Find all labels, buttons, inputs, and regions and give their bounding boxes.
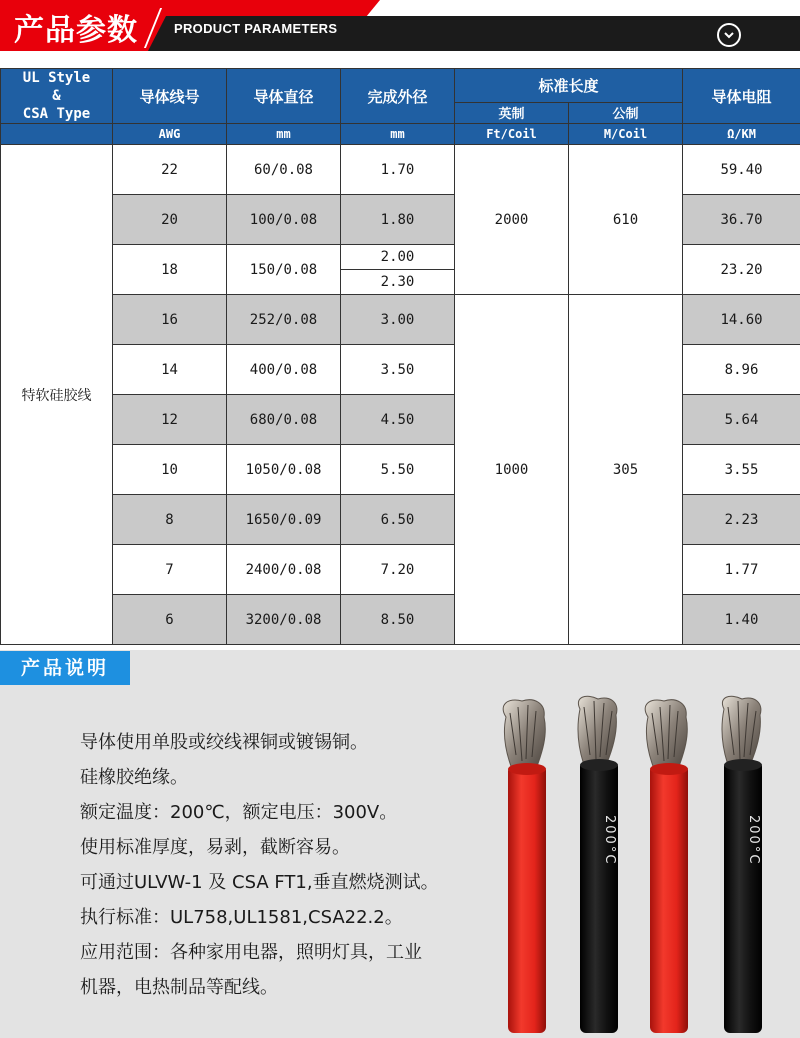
header-gauge: 导体线号 xyxy=(113,69,227,124)
cell-outer: 3.50 xyxy=(341,345,455,395)
description-line: 硅橡胶绝缘。 xyxy=(80,767,188,788)
cell-imperial-group1: 2000 xyxy=(455,145,569,295)
cell-diameter: 150/0.08 xyxy=(227,245,341,295)
header-ul-style xyxy=(1,69,113,124)
header-banner xyxy=(0,0,800,51)
header-outer: 完成外径 xyxy=(341,69,455,124)
description-text xyxy=(80,725,510,1005)
cell-awg: 12 xyxy=(113,395,227,445)
cell-diameter: 60/0.08 xyxy=(227,145,341,195)
header-ul-style-line2: & xyxy=(52,88,61,104)
cell-resistance: 59.40 xyxy=(683,145,800,195)
cell-resistance: 8.96 xyxy=(683,345,800,395)
cell-resistance: 14.60 xyxy=(683,295,800,345)
description-line: 使用标准厚度，易剥，截断容易。 xyxy=(80,837,350,858)
cell-awg: 18 xyxy=(113,245,227,295)
header-imperial: 英制 xyxy=(455,102,569,123)
black-cable xyxy=(722,696,762,1033)
cell-diameter: 1050/0.08 xyxy=(227,445,341,495)
unit-diameter: mm xyxy=(227,124,341,145)
chevron-down-circle-icon[interactable] xyxy=(717,23,741,47)
cell-resistance: 5.64 xyxy=(683,395,800,445)
cell-diameter: 100/0.08 xyxy=(227,195,341,245)
page-subtitle: PRODUCT PARAMETERS xyxy=(174,21,338,36)
cell-outer: 8.50 xyxy=(341,595,455,645)
cell-metric-group1: 610 xyxy=(569,145,683,295)
product-name-cell: 特软硅胶线 xyxy=(1,145,113,645)
header-resistance: 导体电阻 xyxy=(683,69,800,124)
red-cable xyxy=(645,700,688,1033)
header-ul-style-line1: UL Style xyxy=(22,70,91,86)
cables-illustration xyxy=(488,695,788,1033)
cell-resistance: 1.40 xyxy=(683,595,800,645)
table-row xyxy=(1,145,800,195)
cell-resistance: 36.70 xyxy=(683,195,800,245)
cell-resistance: 2.23 xyxy=(683,495,800,545)
cell-awg: 20 xyxy=(113,195,227,245)
header-metric: 公制 xyxy=(569,102,683,123)
cell-outer: 4.50 xyxy=(341,395,455,445)
cell-outer: 7.20 xyxy=(341,545,455,595)
cell-outer-alt: 2.30 xyxy=(341,270,455,295)
unit-resistance: Ω/KM xyxy=(683,124,800,145)
header-length: 标准长度 xyxy=(455,69,683,103)
description-line: 额定温度：200℃，额定电压：300V。 xyxy=(80,802,398,823)
cell-awg: 10 xyxy=(113,445,227,495)
unit-outer: mm xyxy=(341,124,455,145)
cell-diameter: 252/0.08 xyxy=(227,295,341,345)
cell-outer: 5.50 xyxy=(341,445,455,495)
header-ul-style-line3: CSA Type xyxy=(22,106,91,122)
cell-outer: 2.00 xyxy=(341,245,455,270)
unit-metric: M/Coil xyxy=(569,124,683,145)
cell-metric-group2: 305 xyxy=(569,295,683,645)
cell-diameter: 3200/0.08 xyxy=(227,595,341,645)
unit-awg: AWG xyxy=(113,124,227,145)
red-cable xyxy=(503,700,546,1033)
description-tag: 产品说明 xyxy=(0,651,130,685)
black-cable xyxy=(578,696,618,1033)
cell-awg: 8 xyxy=(113,495,227,545)
cell-awg: 7 xyxy=(113,545,227,595)
unit-style-spacer xyxy=(1,124,113,145)
cell-resistance: 1.77 xyxy=(683,545,800,595)
cell-imperial-group2: 1000 xyxy=(455,295,569,645)
cell-awg: 22 xyxy=(113,145,227,195)
cell-awg: 14 xyxy=(113,345,227,395)
unit-imperial: Ft/Coil xyxy=(455,124,569,145)
description-line: 可通过ULVW-1 及 CSA FT1,垂直燃烧测试。 xyxy=(80,872,439,893)
cell-resistance: 23.20 xyxy=(683,245,800,295)
cell-diameter: 400/0.08 xyxy=(227,345,341,395)
cell-diameter: 2400/0.08 xyxy=(227,545,341,595)
cell-outer: 6.50 xyxy=(341,495,455,545)
page-title: 产品参数 xyxy=(14,13,138,48)
cable-print-text: 200°C xyxy=(746,815,761,866)
description-line: 导体使用单股或绞线裸铜或镀锡铜。 xyxy=(80,732,368,753)
cell-awg: 16 xyxy=(113,295,227,345)
description-line: 应用范围：各种家用电器，照明灯具，工业 xyxy=(80,942,422,963)
spec-table xyxy=(0,68,800,645)
table-row xyxy=(1,295,800,345)
cell-outer: 1.70 xyxy=(341,145,455,195)
cell-diameter: 680/0.08 xyxy=(227,395,341,445)
header-diameter: 导体直径 xyxy=(227,69,341,124)
cell-diameter: 1650/0.09 xyxy=(227,495,341,545)
cable-print-text: 200°C xyxy=(602,815,617,866)
cell-outer: 3.00 xyxy=(341,295,455,345)
cell-outer: 1.80 xyxy=(341,195,455,245)
description-line: 机器，电热制品等配线。 xyxy=(80,977,278,998)
cell-resistance: 3.55 xyxy=(683,445,800,495)
cell-awg: 6 xyxy=(113,595,227,645)
description-line: 执行标准：UL758,UL1581,CSA22.2。 xyxy=(80,907,403,928)
